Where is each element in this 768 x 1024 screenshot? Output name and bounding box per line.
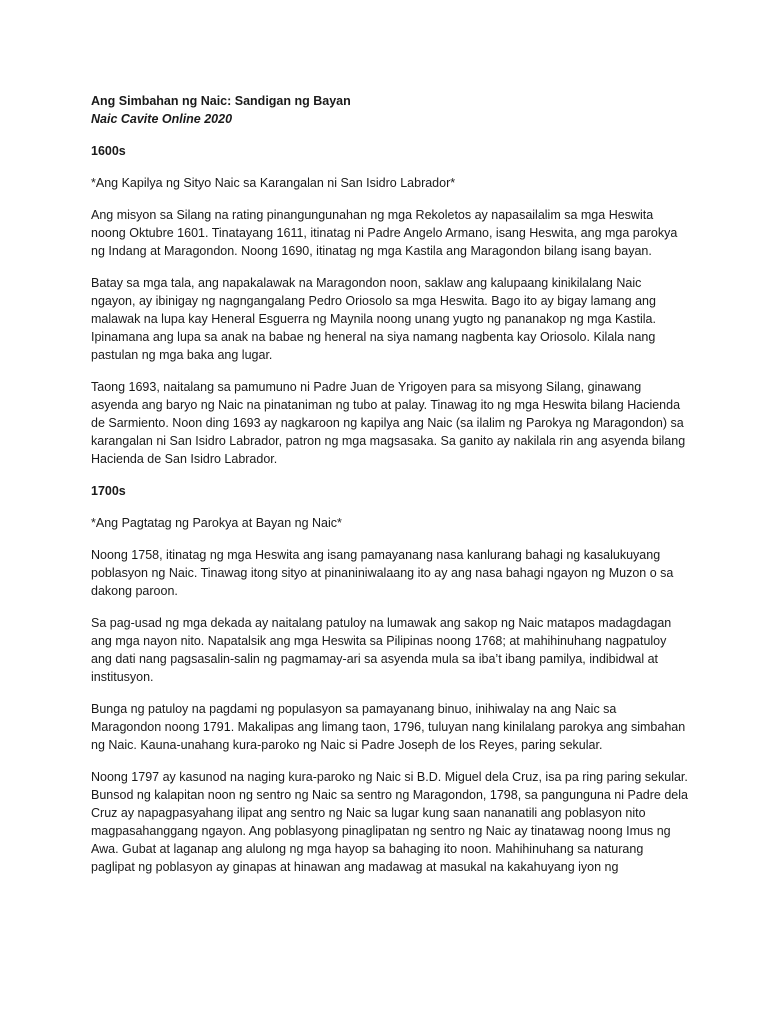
- paragraph: Batay sa mga tala, ang napakalawak na Maragondon noon, saklaw ang kalupaang kinikilalang Naic ngayon, ay ibinigay ng nagngangalang Pedro Oriosolo sa mga Heswita. Bago ito ay bigay lamang ang malawak na lupa kay Heneral Esguerra ng Maynila noong unang yugto ng pananakop ng mga Kastila. Ipinamana ang lupa sa anak na babae ng heneral na siya namang nagbenta kay Oriosolo. Kilala nang pastulan ng mga baka ang lugar.: [91, 276, 656, 362]
- section-subheading: *Ang Pagtatag ng Parokya at Bayan ng Naic*: [91, 516, 342, 530]
- section-1700s: [91, 482, 688, 876]
- paragraph: Taong 1693, naitalang sa pamumuno ni Padre Juan de Yrigoyen para sa misyong Silang, ginawang asyenda ang baryo ng Naic na pinataniman ng tubo at palay. Tinawag ito ng mga Heswita bilang Hacienda de Sarmiento. Noon ding 1693 ay nagkaroon ng kapilya ang Naic (sa ilalim ng Parokya ng Maragondon) sa karangalan ni San Isidro Labrador, patron ng mga magsasaka. Sa ganito ay nakilala rin ang asyenda bilang Hacienda de San Isidro Labrador.: [91, 380, 686, 466]
- section-heading: 1600s: [91, 144, 126, 158]
- document-title: Ang Simbahan ng Naic: Sandigan ng Bayan: [91, 94, 351, 108]
- paragraph: Sa pag-usad ng mga dekada ay naitalang patuloy na lumawak ang sakop ng Naic matapos madagdagan ang mga nayon nito. Napatalsik ang mga Heswita sa Pilipinas noong 1768; at mahihinuhang nagpatuloy ang dati nang pagsasalin-salin ng pagmamay-ari sa asyenda mula sa iba’t ibang pamilya, indibidwal at institusyon.: [91, 616, 672, 684]
- paragraph: Noong 1758, itinatag ng mga Heswita ang isang pamayanang nasa kanlurang bahagi ng kasalukuyang poblasyon ng Naic. Tinawag itong sityo at pinaniniwalaang ito ay ang nasa bahagi ngayon ng Muzon o sa dakong paroon.: [91, 548, 674, 598]
- section-1600s: [91, 142, 688, 468]
- document-subtitle: Naic Cavite Online 2020: [91, 112, 233, 126]
- paragraph: Bunga ng patuloy na pagdami ng populasyon sa pamayanang binuo, inihiwalay na ang Naic sa Maragondon noong 1791. Makalipas ang limang taon, 1796, tuluyan nang kinilalang parokya ang simbahan ng Naic. Kauna-unahang kura-paroko ng Naic si Padre Joseph de los Reyes, paring sekular.: [91, 702, 686, 752]
- section-heading: 1700s: [91, 484, 126, 498]
- paragraph: Ang misyon sa Silang na rating pinangungunahan ng mga Rekoletos ay napasailalim sa mga Heswita noong Oktubre 1601. Tinatayang 1611, itinatag ni Padre Angelo Armano, isang Heswita, ang mga parokya ng Indang at Maragondon. Noong 1690, itinatag ng mga Kastila ang Maragondon bilang isang bayan.: [91, 208, 678, 258]
- section-subheading: *Ang Kapilya ng Sityo Naic sa Karangalan ni San Isidro Labrador*: [91, 176, 456, 190]
- paragraph: Noong 1797 ay kasunod na naging kura-paroko ng Naic si B.D. Miguel dela Cruz, isa pa ring paring sekular. Bunsod ng kalapitan noon ng sentro ng Naic sa sentro ng Maragondon, 1798, sa pangunguna ni Padre dela Cruz ay napagpasyahang ilipat ang sentro ng Naic sa lugar kung saan nananatili ang poblasyon nito magpasahanggang ngayon. Ang poblasyong pinaglipatan ng sentro ng Naic ay tinatawag noong Imus ng Awa. Gubat at laganap ang alulong ng mga hayop sa bahaging ito noon. Mahihinuhang sa naturang paglipat ng poblasyon ay ginapas at hinawan ang madawag at masukal na kakahuyang iyon ng: [91, 770, 688, 874]
